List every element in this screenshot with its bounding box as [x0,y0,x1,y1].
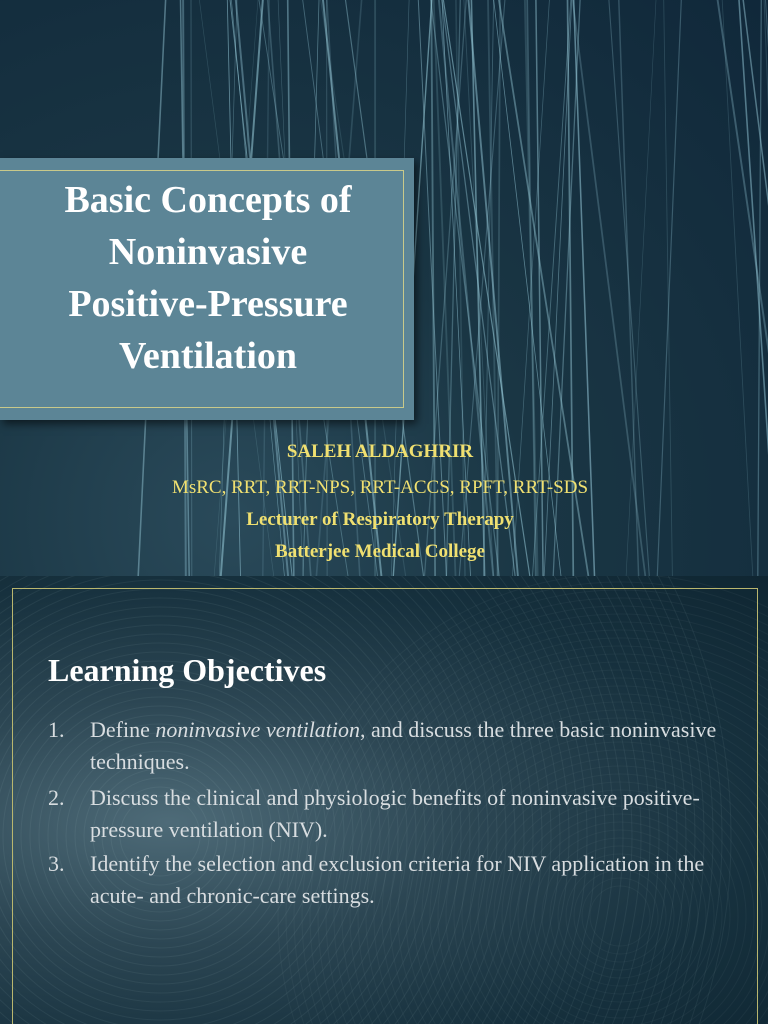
title-box [0,158,414,420]
objectives-heading: Learning Objectives [48,652,327,688]
objective-number: 1. [48,717,65,742]
author-name: SALEH ALDAGHRIR [286,441,474,462]
author-role: Lecturer of Respiratory Therapy [246,509,514,530]
author-institution: Batterjee Medical College [275,541,485,562]
objective-text: Identify the selection and exclusion criteria for NIV application in the acute- and chronic-care settings. [90,851,705,908]
objectives-slide [0,576,768,1024]
background-line [764,0,768,576]
slide-title-line-4: Ventilation [118,335,298,377]
slide-title [0,174,416,382]
objective-text-after: , and discuss the three basic noninvasive techniques. [90,717,717,774]
objective-text-before: Define [90,717,156,742]
author-credentials: MsRC, RRT, RRT-NPS, RRT-ACCS, RPFT, RRT-SDS [171,477,589,498]
objective-text: Discuss the clinical and physiologic benefits of noninvasive positive-pressure ventilation (NIV). [90,785,700,842]
slide-title-line-2: Noninvasive [108,231,308,273]
objective-number: 3. [48,851,65,876]
slide-title-line-1: Basic Concepts of [64,179,352,221]
objective-text-italic: noninvasive ventilation [155,717,361,742]
objective-text [90,714,730,778]
objective-number: 2. [48,785,65,810]
slide-title-line-3: Positive-Pressure [68,283,348,325]
